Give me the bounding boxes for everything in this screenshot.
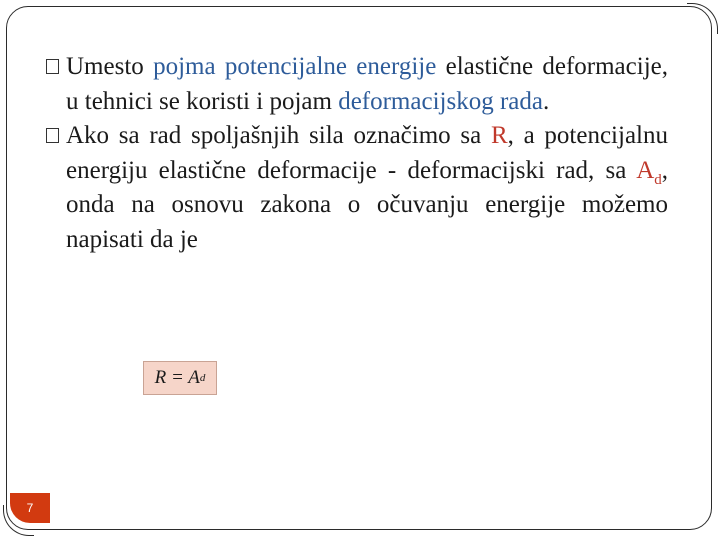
bullet-paragraph-1 bbox=[46, 50, 668, 119]
page-number: 7 bbox=[26, 501, 34, 515]
symbol-R: R bbox=[490, 122, 508, 149]
slide-content bbox=[46, 50, 668, 257]
formula-box: R = A d bbox=[143, 361, 217, 395]
highlighted-term: deformacijskog rada bbox=[338, 87, 543, 115]
text-run: . bbox=[542, 87, 550, 115]
text-run: , onda na osnovu zakona o očuvanju energije možemo napisati da je bbox=[66, 156, 668, 253]
square-bullet-icon bbox=[46, 59, 59, 74]
square-bullet-icon bbox=[46, 128, 59, 143]
frame-corner-top-right bbox=[687, 3, 718, 34]
formula-text: R = A bbox=[154, 367, 200, 388]
symbol-Ad bbox=[636, 156, 662, 188]
symbol-subscript: d bbox=[654, 171, 662, 188]
text-run: Umesto bbox=[66, 53, 154, 80]
highlighted-term: pojma potencijalne energije bbox=[153, 53, 437, 80]
bullet-paragraph-2 bbox=[46, 119, 668, 257]
text-run: elastične deformacije, u tehnici se koristi i pojam bbox=[66, 53, 668, 115]
text-run: Ako sa rad spoljašnjih sila označimo sa bbox=[66, 122, 491, 149]
text-run: , a potencijalnu energiju elastične deformacije - deformacijski rad, sa bbox=[66, 122, 668, 184]
symbol-A: A bbox=[636, 156, 655, 184]
